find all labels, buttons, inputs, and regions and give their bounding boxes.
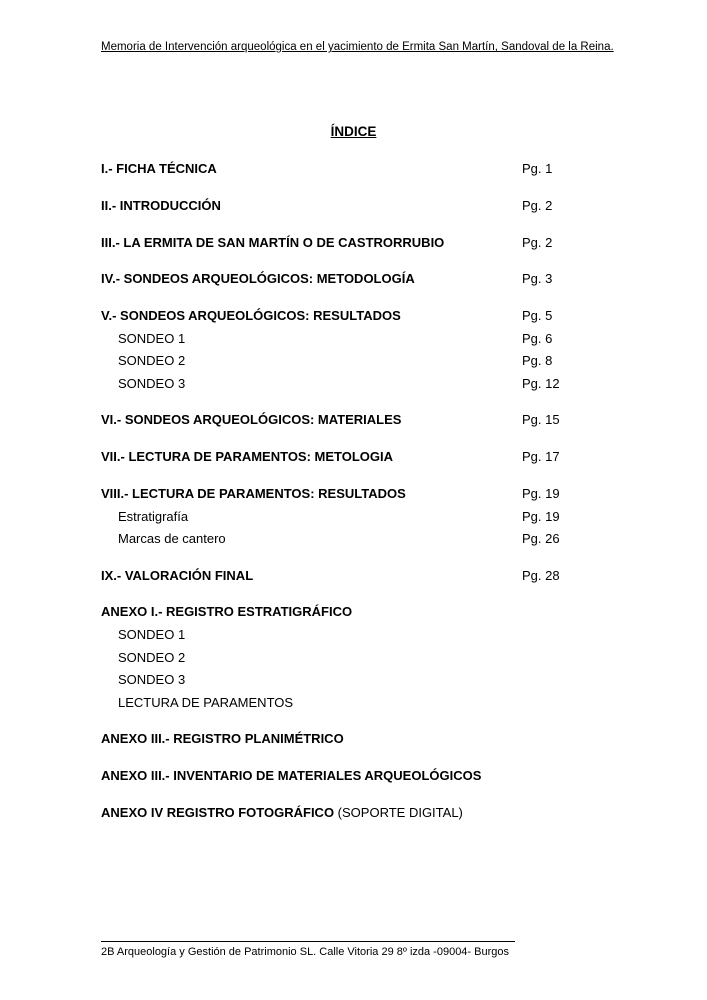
toc-entry-page: Pg. 2 xyxy=(522,235,553,250)
toc-entry-label: III.- LA ERMITA DE SAN MARTÍN O DE CASTRORRUBIO xyxy=(101,235,445,250)
toc-entry-label: SONDEO 3 xyxy=(118,376,186,391)
toc-entry-page: Pg. 1 xyxy=(522,161,553,176)
toc-entry-label: V.- SONDEOS ARQUEOLÓGICOS: RESULTADOS xyxy=(101,308,401,323)
toc-entry-label: SONDEO 2 xyxy=(118,650,186,665)
toc-entry-page: Pg. 3 xyxy=(522,271,553,286)
toc-entry-page: Pg. 6 xyxy=(522,331,553,346)
toc-entry-label: ANEXO III.- REGISTRO PLANIMÉTRICO xyxy=(101,731,344,746)
toc-entry-page: Pg. 12 xyxy=(522,376,560,391)
toc-entry-label-group xyxy=(101,805,463,821)
toc-entry-page: Pg. 26 xyxy=(522,531,560,546)
toc-entry-label: Marcas de cantero xyxy=(118,531,226,546)
toc-entry-page: Pg. 8 xyxy=(522,353,553,368)
toc-entry-page: Pg. 5 xyxy=(522,308,553,323)
toc-entry-note: (SOPORTE DIGITAL) xyxy=(334,805,463,820)
page-header: Memoria de Intervención arqueológica en el yacimiento de Ermita San Martín, Sandoval de la Reina. xyxy=(101,41,614,53)
toc-entry-label: IV.- SONDEOS ARQUEOLÓGICOS: METODOLOGÍA xyxy=(101,271,415,286)
toc-entry-label: ANEXO IV REGISTRO FOTOGRÁFICO xyxy=(101,805,335,820)
toc-entry-label: VII.- LECTURA DE PARAMENTOS: METOLOGIA xyxy=(101,449,394,464)
footer-divider xyxy=(101,941,515,942)
toc-entry-label: VI.- SONDEOS ARQUEOLÓGICOS: MATERIALES xyxy=(101,412,402,427)
toc-entry-label: ANEXO III.- INVENTARIO DE MATERIALES ARQUEOLÓGICOS xyxy=(101,768,482,783)
toc-entry-label: IX.- VALORACIÓN FINAL xyxy=(101,568,254,583)
toc-entry-label: II.- INTRODUCCIÓN xyxy=(101,198,221,213)
toc-entry-label: Estratigrafía xyxy=(118,509,189,524)
toc-entry-page: Pg. 19 xyxy=(522,509,560,524)
toc-entry-label: ANEXO I.- REGISTRO ESTRATIGRÁFICO xyxy=(101,604,353,619)
toc-entry-page: Pg. 2 xyxy=(522,198,553,213)
toc-entry-label: SONDEO 1 xyxy=(118,627,186,642)
toc-entry-label: SONDEO 1 xyxy=(118,331,186,346)
toc-entry-page: Pg. 19 xyxy=(522,486,560,501)
page-footer: 2B Arqueología y Gestión de Patrimonio SL. Calle Vitoria 29 8º izda -09004- Burgos xyxy=(101,946,509,958)
toc-entry-label: VIII.- LECTURA DE PARAMENTOS: RESULTADOS xyxy=(101,486,406,501)
page-title: ÍNDICE xyxy=(330,124,377,139)
toc-entry-label: LECTURA DE PARAMENTOS xyxy=(118,695,294,710)
toc-entry-label: SONDEO 2 xyxy=(118,353,186,368)
toc-entry-page: Pg. 17 xyxy=(522,449,560,464)
toc-entry-label: SONDEO 3 xyxy=(118,672,186,687)
toc-entry-page: Pg. 15 xyxy=(522,412,560,427)
toc-entry-label: I.- FICHA TÉCNICA xyxy=(101,161,217,176)
toc-entry-page: Pg. 28 xyxy=(522,568,560,583)
